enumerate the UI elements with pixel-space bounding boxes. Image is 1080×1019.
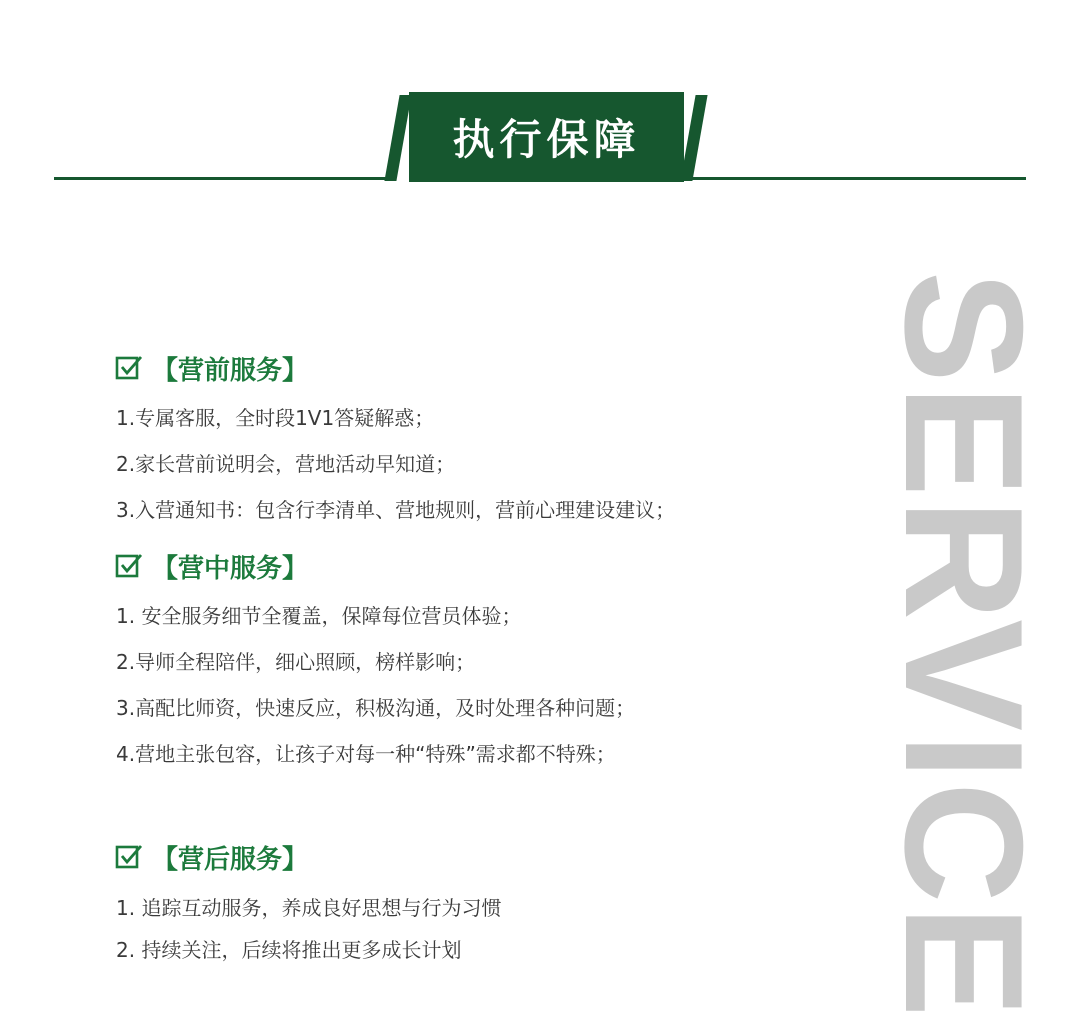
- section-heading-label: 【营前服务】: [152, 355, 309, 386]
- list-item: 3.高配比师资，快速反应，积极沟通，及时处理各种问题；: [116, 696, 636, 720]
- checkbox-checked-icon: [114, 842, 144, 872]
- list-item: 2. 持续关注，后续将推出更多成长计划: [116, 938, 462, 962]
- section-heading-in-camp: [114, 549, 308, 583]
- section-heading-label: 【营后服务】: [152, 844, 309, 875]
- title-rule-left: [54, 177, 394, 180]
- title-slash-left: [384, 95, 411, 181]
- title-rule-right: [688, 177, 1026, 180]
- list-item: 1.专属客服，全时段1V1答疑解惑；: [116, 406, 435, 430]
- list-item: 3.入营通知书：包含行李清单、营地规则，营前心理建设建议；: [116, 498, 676, 522]
- watermark-text: SERVICE: [870, 270, 1058, 1019]
- page-title: 执行保障: [409, 92, 684, 182]
- list-item: 1. 追踪互动服务，养成良好思想与行为习惯: [116, 896, 502, 920]
- section-heading-label: 【营中服务】: [152, 553, 309, 584]
- list-item: 4.营地主张包容，让孩子对每一种“特殊”需求都不特殊；: [116, 742, 616, 766]
- section-heading-pre-camp: [114, 351, 308, 385]
- title-slash-right: [680, 95, 707, 181]
- section-heading-post-camp: [114, 840, 308, 874]
- service-watermark: [870, 270, 1058, 1019]
- list-item: 1. 安全服务细节全覆盖，保障每位营员体验；: [116, 604, 522, 628]
- list-item: 2.家长营前说明会，营地活动早知道；: [116, 452, 456, 476]
- list-item: 2.导师全程陪伴，细心照顾，榜样影响；: [116, 650, 476, 674]
- checkbox-checked-icon: [114, 551, 144, 581]
- checkbox-checked-icon: [114, 353, 144, 383]
